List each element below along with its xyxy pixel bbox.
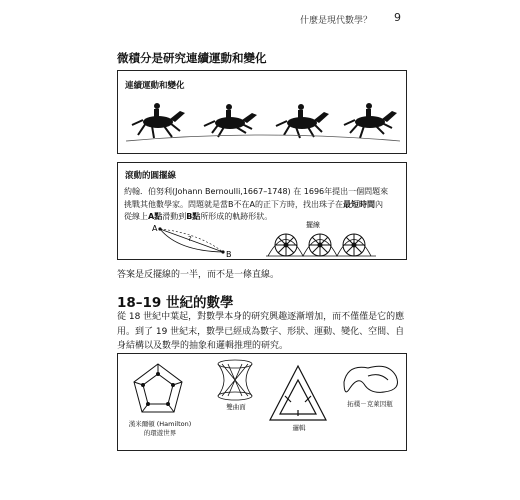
horse-motion-illustration bbox=[118, 71, 406, 153]
horse-rider-icon bbox=[204, 104, 257, 137]
hyperboloid-label: 雙曲面 bbox=[226, 403, 246, 411]
question-mark-label: ? bbox=[188, 235, 192, 243]
point-a-label: A bbox=[152, 224, 158, 233]
answer-caption: 答案是反擺線的一半，而不是一條直線。 bbox=[117, 270, 280, 280]
figures-box bbox=[117, 353, 407, 451]
klein-bottle-icon bbox=[344, 366, 398, 392]
section-paragraph: 從 18 世紀中葉起，對數學本身的研究興趣逐漸增加，而不僅僅是它的應用。到了 19 世紀末，數學已經成為數字、形狀、運動、變化、空間、自身結構以及數學的抽象和邏輯推理的研究。 bbox=[117, 312, 405, 351]
horse-rider-icon bbox=[276, 104, 329, 138]
logic-label: 邏輯 bbox=[292, 424, 306, 432]
rolling-wheel-icon bbox=[343, 234, 365, 256]
dodecahedron-icon bbox=[134, 364, 182, 412]
hyperboloid-icon bbox=[218, 360, 252, 400]
rolling-wheel-icon bbox=[309, 234, 331, 256]
section-heading-calculus: 微積分是研究連續運動和變化 bbox=[117, 51, 267, 65]
running-header-title: 什麼是現代數學？ bbox=[300, 16, 373, 26]
horse-rider-icon bbox=[344, 103, 397, 138]
section-heading-18-19-century: 18–19 世紀的數學 bbox=[117, 295, 234, 311]
motion-box bbox=[117, 70, 407, 154]
cycloid-box bbox=[117, 162, 407, 260]
motion-box-title: 連續運動和變化 bbox=[125, 81, 185, 91]
page-number: 9 bbox=[394, 11, 401, 24]
klein-bottle-label: 拓樸－克萊因瓶 bbox=[347, 400, 393, 408]
rolling-wheel-icon bbox=[275, 234, 297, 256]
hamilton-label: 漢米爾頓 (Hamilton) 的環遊世界 bbox=[128, 420, 192, 437]
straight-path bbox=[160, 229, 223, 252]
cycloid-diagram bbox=[118, 163, 406, 259]
cycloid-box-title: 滾動的圓擺線 bbox=[125, 171, 177, 181]
point-b-label: B bbox=[226, 250, 232, 259]
horse-rider-icon bbox=[132, 103, 185, 138]
cycloid-problem-text: 約翰．伯努利(Johann Bernoulli,1667–1748) 在 1696年提出一個問題來挑戰其他數學家。問題就是當B不在A的正下方時，找出珠子在最短時間內從線上A點滑動到B點所形成的軌跡形狀。 bbox=[124, 187, 389, 221]
penrose-triangle-icon bbox=[270, 366, 326, 420]
cycloid-label: 擺線 bbox=[306, 221, 320, 229]
